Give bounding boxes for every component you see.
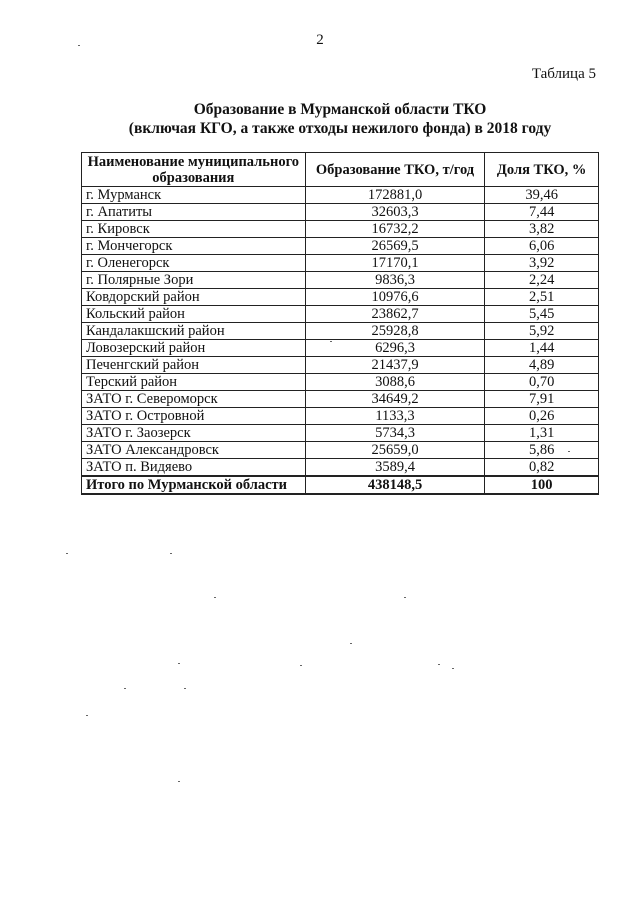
tko-share-cell: 1,31 <box>485 425 599 442</box>
scan-speck <box>184 688 186 689</box>
scan-speck <box>350 643 352 644</box>
header-tko-share: Доля ТКО, % <box>485 153 599 187</box>
header-municipality: Наименование муниципального образования <box>82 153 306 187</box>
municipality-cell: г. Мурманск <box>82 187 306 204</box>
municipality-cell: Печенгский район <box>82 357 306 374</box>
tko-share-cell: 2,51 <box>485 289 599 306</box>
tko-volume-cell: 10976,6 <box>305 289 485 306</box>
scan-speck <box>178 663 180 664</box>
tko-share-cell: 7,91 <box>485 391 599 408</box>
tko-share-cell: 6,06 <box>485 238 599 255</box>
tko-volume-cell: 21437,9 <box>305 357 485 374</box>
tko-volume-cell: 25659,0 <box>305 442 485 459</box>
municipality-cell: г. Полярные Зори <box>82 272 306 289</box>
tko-share-cell: 5,86 <box>485 442 599 459</box>
table-row <box>82 357 599 374</box>
document-title <box>0 100 640 138</box>
scan-speck <box>86 715 88 716</box>
tko-share-cell: 39,46 <box>485 187 599 204</box>
municipality-cell: г. Мончегорск <box>82 238 306 255</box>
table-row <box>82 255 599 272</box>
table-row <box>82 272 599 289</box>
scan-speck <box>300 665 302 666</box>
title-line-2: (включая КГО, а также отходы нежилого фонда) в 2018 году <box>128 120 552 137</box>
tko-share-cell: 5,92 <box>485 323 599 340</box>
tko-volume-cell: 438148,5 <box>305 476 485 494</box>
scan-speck <box>178 781 180 782</box>
table-row <box>82 187 599 204</box>
tko-share-cell: 7,44 <box>485 204 599 221</box>
table-row <box>82 221 599 238</box>
municipality-cell: г. Апатиты <box>82 204 306 221</box>
scan-speck <box>452 668 454 669</box>
tko-share-cell: 100 <box>485 476 599 494</box>
tko-volume-cell: 26569,5 <box>305 238 485 255</box>
tko-volume-cell: 17170,1 <box>305 255 485 272</box>
tko-volume-cell: 23862,7 <box>305 306 485 323</box>
tko-volume-cell: 5734,3 <box>305 425 485 442</box>
scan-speck <box>330 341 332 342</box>
tko-share-cell: 0,82 <box>485 459 599 477</box>
table-body <box>82 187 599 495</box>
tko-share-cell: 0,70 <box>485 374 599 391</box>
tko-table <box>81 152 599 495</box>
tko-share-cell: 2,24 <box>485 272 599 289</box>
scan-speck <box>214 597 216 598</box>
table-total-row <box>82 476 599 494</box>
tko-volume-cell: 3589,4 <box>305 459 485 477</box>
municipality-cell: ЗАТО г. Североморск <box>82 391 306 408</box>
municipality-cell: г. Кировск <box>82 221 306 238</box>
municipality-cell: Ловозерский район <box>82 340 306 357</box>
title-line-1: Образование в Мурманской области ТКО <box>193 101 487 118</box>
municipality-cell: Ковдорский район <box>82 289 306 306</box>
tko-share-cell: 4,89 <box>485 357 599 374</box>
table-row <box>82 442 599 459</box>
table-row <box>82 289 599 306</box>
tko-share-cell: 1,44 <box>485 340 599 357</box>
table-row <box>82 306 599 323</box>
table-label: Таблица 5 <box>531 66 596 82</box>
scan-speck <box>78 45 80 46</box>
tko-share-cell: 5,45 <box>485 306 599 323</box>
table-row <box>82 204 599 221</box>
municipality-cell: Терский район <box>82 374 306 391</box>
table-row <box>82 425 599 442</box>
scan-speck <box>404 597 406 598</box>
table-row <box>82 340 599 357</box>
tko-share-cell: 3,82 <box>485 221 599 238</box>
scan-speck <box>568 451 570 452</box>
header-tko-volume: Образование ТКО, т/год <box>305 153 485 187</box>
table-header-row <box>82 153 599 187</box>
page-number: 2 <box>316 32 324 48</box>
tko-volume-cell: 1133,3 <box>305 408 485 425</box>
municipality-cell: Кандалакшский район <box>82 323 306 340</box>
table-row <box>82 391 599 408</box>
tko-volume-cell: 172881,0 <box>305 187 485 204</box>
scan-speck <box>438 664 440 665</box>
municipality-cell: ЗАТО г. Островной <box>82 408 306 425</box>
tko-volume-cell: 3088,6 <box>305 374 485 391</box>
tko-volume-cell: 32603,3 <box>305 204 485 221</box>
tko-volume-cell: 6296,3 <box>305 340 485 357</box>
municipality-cell: Итого по Мурманской области <box>82 476 306 494</box>
municipality-cell: ЗАТО Александровск <box>82 442 306 459</box>
tko-volume-cell: 25928,8 <box>305 323 485 340</box>
tko-volume-cell: 16732,2 <box>305 221 485 238</box>
table-row <box>82 459 599 477</box>
table-row <box>82 374 599 391</box>
scan-speck <box>170 553 172 554</box>
tko-volume-cell: 34649,2 <box>305 391 485 408</box>
scan-speck <box>66 553 68 554</box>
municipality-cell: ЗАТО п. Видяево <box>82 459 306 477</box>
municipality-cell: г. Оленегорск <box>82 255 306 272</box>
scan-speck <box>124 688 126 689</box>
table-row <box>82 238 599 255</box>
tko-volume-cell: 9836,3 <box>305 272 485 289</box>
table-row <box>82 408 599 425</box>
table-row <box>82 323 599 340</box>
tko-share-cell: 0,26 <box>485 408 599 425</box>
municipality-cell: Кольский район <box>82 306 306 323</box>
tko-share-cell: 3,92 <box>485 255 599 272</box>
municipality-cell: ЗАТО г. Заозерск <box>82 425 306 442</box>
